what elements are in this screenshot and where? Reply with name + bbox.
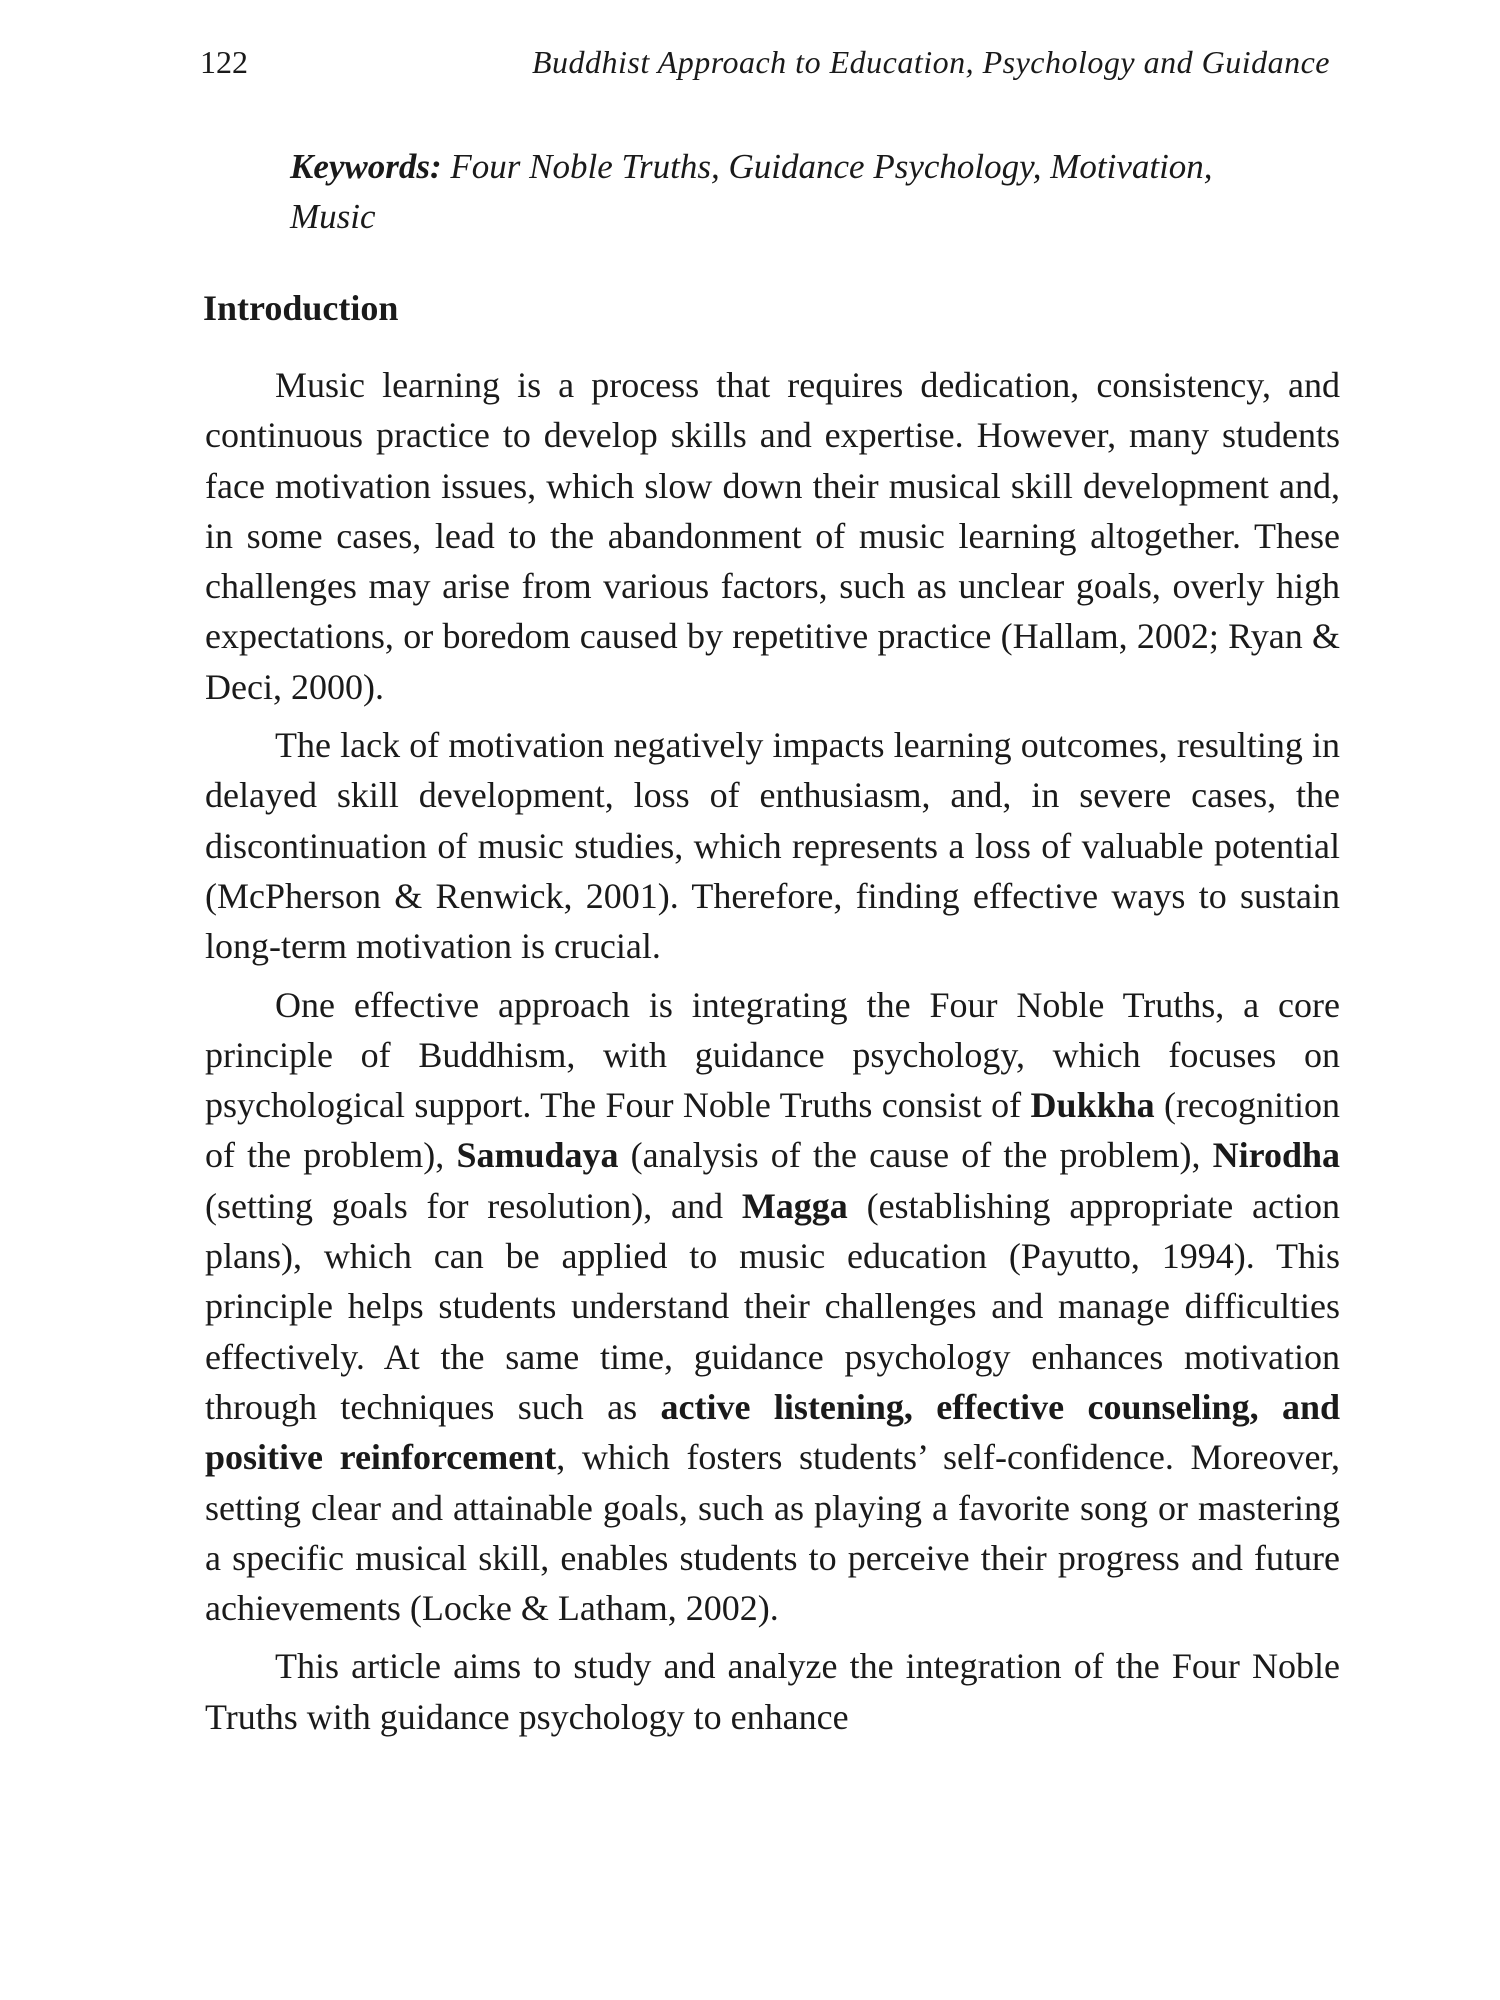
- paragraph-3: [205, 980, 1340, 1634]
- keywords: [290, 142, 1290, 242]
- body-text: [205, 360, 1340, 1742]
- section-heading: Introduction: [203, 288, 399, 328]
- paragraph-3-text: (analysis of the cause of the problem),: [618, 1135, 1213, 1176]
- guidance-techniques: active listening, effective counseling, and positive reinforcement: [205, 1386, 1341, 1478]
- paragraph-3-text: (establishing appropriate action plans), which can be applied to music education (Payutto, 1994). This principle helps students understand their challenges and manage difficulties effectively. At the same time, guidance psychology enhances motivation through techniques such as: [205, 1185, 1340, 1427]
- paragraph-3-text: (setting goals for resolution), and: [205, 1185, 742, 1226]
- term-nirodha: Nirodha: [1212, 1135, 1341, 1176]
- paragraph-3-text: (recognition of the problem),: [205, 1085, 1340, 1176]
- running-head: [200, 44, 1330, 94]
- paragraph-4: This article aims to study and analyze the integration of the Four Noble Truths with guidance psychology to enhance: [205, 1646, 1340, 1737]
- term-dukkha: Dukkha: [1030, 1085, 1155, 1126]
- paragraph-3-text: One effective approach is integrating the Four Noble Truths, a core principle of Buddhism, with guidance psychology, which focuses on psychological support. The Four Noble Truths consist of: [205, 984, 1340, 1126]
- running-title: Buddhist Approach to Education, Psychology and Guidance: [531, 44, 1330, 80]
- term-magga: Magga: [741, 1185, 848, 1226]
- paragraph-1: Music learning is a process that requires dedication, consistency, and continuous practice to develop skills and expertise. However, many students face motivation issues, which slow down their musical skill development and, in some cases, lead to the abandonment of music learning altogether. These challenges may arise from various factors, such as unclear goals, overly high expectations, or boredom caused by repetitive practice (Hallam, 2002; Ryan & Deci, 2000).: [205, 365, 1340, 707]
- term-samudaya: Samudaya: [456, 1135, 619, 1176]
- keywords-text: Four Noble Truths, Guidance Psychology, Motivation, Music: [290, 147, 1213, 236]
- paragraph-2: The lack of motivation negatively impacts learning outcomes, resulting in delayed skill development, loss of enthusiasm, and, in severe cases, the discontinuation of music studies, which represents a loss of valuable potential (McPherson & Renwick, 2001). Therefore, finding effective ways to sustain long-term motivation is crucial.: [205, 725, 1340, 967]
- paragraph-3-text: , which fosters students’ self-confidence. Moreover, setting clear and attainable goals, such as playing a favorite song or mastering a specific musical skill, enables students to perceive their progress and future achievements (Locke & Latham, 2002).: [205, 1437, 1340, 1629]
- page-number: 122: [200, 44, 248, 80]
- keywords-label: Keywords:: [290, 147, 442, 186]
